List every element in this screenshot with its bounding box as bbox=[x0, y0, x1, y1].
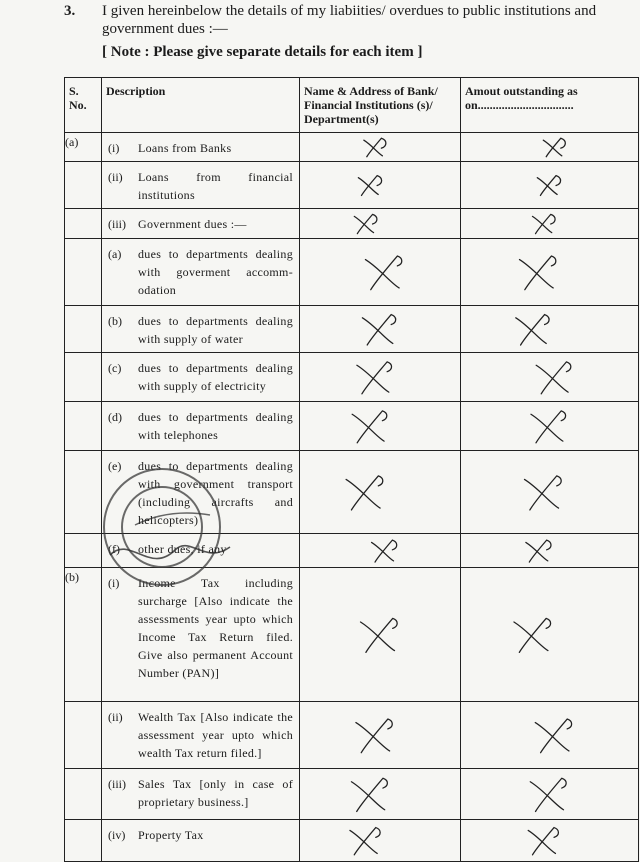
pen-stroke bbox=[519, 256, 555, 290]
amount-cell[interactable] bbox=[461, 353, 639, 402]
item-marker: (d) bbox=[108, 410, 122, 424]
pen-stroke bbox=[358, 176, 381, 196]
name-address-cell[interactable] bbox=[300, 353, 461, 402]
item-text: other dues, if any bbox=[138, 542, 227, 556]
pen-cross-mark bbox=[300, 133, 460, 161]
pen-stroke bbox=[525, 476, 562, 510]
pen-cross-mark bbox=[300, 353, 460, 401]
amount-cell[interactable] bbox=[461, 451, 639, 534]
pen-stroke bbox=[535, 719, 571, 753]
pen-cross-mark bbox=[300, 451, 460, 533]
pen-stroke bbox=[537, 176, 560, 196]
item-text: Income Tax including surcharge [Also indicate the assessments year upto which Income Tax Return filed. Give also permanent Account Number (PAN)] bbox=[138, 576, 293, 680]
pen-cross-mark bbox=[461, 769, 638, 819]
pen-stroke bbox=[536, 362, 571, 394]
pen-cross-mark bbox=[300, 702, 460, 768]
name-address-cell[interactable] bbox=[300, 209, 461, 239]
item-text: Loans from Banks bbox=[138, 141, 232, 155]
item-marker: (b) bbox=[108, 314, 122, 328]
row-description bbox=[102, 209, 300, 239]
row-description bbox=[102, 451, 300, 534]
section-note bbox=[102, 44, 422, 61]
header-row bbox=[65, 78, 639, 133]
item-text: Government dues :— bbox=[138, 217, 247, 231]
row-description bbox=[102, 306, 300, 353]
row-description bbox=[102, 162, 300, 209]
header-description: Description bbox=[102, 78, 300, 133]
name-address-cell[interactable] bbox=[300, 306, 461, 353]
row-sno bbox=[65, 769, 102, 820]
item-text: Loans from financial institutions bbox=[138, 170, 293, 202]
pen-cross-mark bbox=[461, 162, 638, 208]
row-description bbox=[102, 769, 300, 820]
pen-stroke bbox=[528, 828, 558, 855]
pen-cross-mark bbox=[461, 702, 638, 768]
name-address-cell[interactable] bbox=[300, 568, 461, 702]
pen-cross-mark bbox=[300, 534, 460, 567]
pen-stroke bbox=[346, 476, 383, 510]
pen-stroke bbox=[352, 411, 387, 443]
table-row bbox=[65, 306, 639, 353]
liabilities-table bbox=[64, 77, 639, 862]
section-number: 3. bbox=[64, 3, 76, 19]
item-text: Wealth Tax [Also indicate the assessment year upto which wealth Tax return filed.] bbox=[138, 710, 293, 760]
pen-cross-mark bbox=[300, 306, 460, 352]
amount-cell[interactable] bbox=[461, 209, 639, 239]
name-address-cell[interactable] bbox=[300, 702, 461, 769]
pen-stroke bbox=[362, 315, 395, 345]
item-text: dues to departments dealing with goverment accomm-odation bbox=[138, 247, 293, 297]
header-sno: S. No. bbox=[65, 78, 102, 133]
row-sno: (a) bbox=[65, 133, 102, 162]
item-marker: (a) bbox=[108, 247, 122, 261]
item-marker: (c) bbox=[108, 361, 122, 375]
pen-stroke bbox=[532, 214, 555, 233]
pen-stroke bbox=[351, 778, 387, 811]
pen-stroke bbox=[357, 362, 392, 394]
pen-stroke bbox=[354, 214, 377, 233]
pen-cross-mark bbox=[461, 534, 638, 567]
row-sno bbox=[65, 820, 102, 862]
row-sno bbox=[65, 451, 102, 534]
table-row bbox=[65, 402, 639, 451]
pen-cross-mark bbox=[461, 568, 638, 701]
pen-cross-mark bbox=[461, 133, 638, 161]
item-marker: (ii) bbox=[108, 710, 123, 724]
name-address-cell[interactable] bbox=[300, 820, 461, 862]
item-marker: (f) bbox=[108, 542, 120, 556]
item-text: Property Tax bbox=[138, 828, 204, 842]
name-address-cell[interactable] bbox=[300, 534, 461, 568]
row-description bbox=[102, 820, 300, 862]
row-sno bbox=[65, 306, 102, 353]
pen-cross-mark bbox=[461, 239, 638, 305]
item-text: dues to departments dealing with government transport (including aircrafts and helicopters) bbox=[138, 459, 293, 527]
item-marker: (e) bbox=[108, 459, 122, 473]
table-row bbox=[65, 568, 639, 702]
name-address-cell[interactable] bbox=[300, 402, 461, 451]
row-description bbox=[102, 402, 300, 451]
pen-stroke bbox=[350, 828, 380, 855]
pen-cross-mark bbox=[461, 402, 638, 450]
pen-stroke bbox=[372, 540, 397, 562]
pen-cross-mark bbox=[300, 239, 460, 305]
pen-stroke bbox=[531, 411, 566, 443]
item-marker: (iv) bbox=[108, 828, 126, 842]
row-sno bbox=[65, 162, 102, 209]
pen-stroke bbox=[361, 618, 398, 652]
pen-cross-mark bbox=[300, 568, 460, 701]
row-description bbox=[102, 239, 300, 306]
table-row bbox=[65, 239, 639, 306]
amount-cell[interactable] bbox=[461, 820, 639, 862]
item-text: dues to departments dealing with telephones bbox=[138, 410, 293, 442]
pen-cross-mark bbox=[461, 451, 638, 533]
pen-stroke bbox=[543, 138, 565, 157]
amount-cell[interactable] bbox=[461, 133, 639, 162]
pen-stroke bbox=[514, 618, 551, 652]
table-row bbox=[65, 702, 639, 769]
row-sno bbox=[65, 209, 102, 239]
row-description bbox=[102, 568, 300, 702]
pen-cross-mark bbox=[300, 162, 460, 208]
item-marker: (iii) bbox=[108, 777, 126, 791]
name-address-cell[interactable] bbox=[300, 769, 461, 820]
table-row bbox=[65, 769, 639, 820]
row-sno bbox=[65, 702, 102, 769]
pen-stroke bbox=[356, 719, 392, 753]
item-text: Sales Tax [only in case of proprietary business.] bbox=[138, 777, 293, 809]
row-sno bbox=[65, 402, 102, 451]
row-sno: (b) bbox=[65, 568, 102, 702]
pen-cross-mark bbox=[300, 209, 460, 238]
pen-cross-mark bbox=[300, 820, 460, 861]
amount-cell[interactable] bbox=[461, 534, 639, 568]
row-description bbox=[102, 702, 300, 769]
item-marker: (i) bbox=[108, 576, 120, 590]
pen-stroke bbox=[364, 138, 386, 157]
pen-stroke bbox=[516, 315, 549, 345]
pen-stroke bbox=[530, 778, 566, 811]
header-name-address: Name & Address of Bank/ Financial Institutions (s)/ Department(s) bbox=[300, 78, 461, 133]
table-row bbox=[65, 133, 639, 162]
table-row bbox=[65, 534, 639, 568]
row-description bbox=[102, 534, 300, 568]
name-address-cell[interactable] bbox=[300, 133, 461, 162]
table-row bbox=[65, 451, 639, 534]
row-sno bbox=[65, 239, 102, 306]
amount-cell[interactable] bbox=[461, 769, 639, 820]
pen-stroke bbox=[526, 540, 551, 562]
amount-cell[interactable] bbox=[461, 402, 639, 451]
table-row bbox=[65, 162, 639, 209]
pen-cross-mark bbox=[461, 353, 638, 401]
amount-cell[interactable] bbox=[461, 306, 639, 353]
item-text: dues to departments dealing with supply of electricity bbox=[138, 361, 293, 393]
table-row bbox=[65, 820, 639, 862]
row-description bbox=[102, 133, 300, 162]
row-sno bbox=[65, 534, 102, 568]
pen-cross-mark bbox=[300, 402, 460, 450]
name-address-cell[interactable] bbox=[300, 162, 461, 209]
name-address-cell[interactable] bbox=[300, 239, 461, 306]
amount-cell[interactable] bbox=[461, 239, 639, 306]
row-description bbox=[102, 353, 300, 402]
name-address-cell[interactable] bbox=[300, 451, 461, 534]
section-heading-text: I given hereinbelow the details of my liabiities/ overdues to public institutions and government dues :— bbox=[102, 3, 597, 37]
table-row bbox=[65, 209, 639, 239]
note-text: [ Note : Please give separate details for each item ] bbox=[102, 44, 423, 60]
item-marker: (ii) bbox=[108, 170, 123, 184]
header-amount: Amout outstanding as on................................ bbox=[461, 78, 639, 133]
pen-cross-mark bbox=[461, 209, 638, 238]
pen-cross-mark bbox=[461, 820, 638, 861]
item-marker: (i) bbox=[108, 141, 120, 155]
item-marker: (iii) bbox=[108, 217, 126, 231]
row-sno bbox=[65, 353, 102, 402]
pen-cross-mark bbox=[300, 769, 460, 819]
amount-cell[interactable] bbox=[461, 702, 639, 769]
pen-stroke bbox=[365, 256, 401, 290]
item-text: dues to departments dealing with supply of water bbox=[138, 314, 293, 346]
amount-cell[interactable] bbox=[461, 162, 639, 209]
table-row bbox=[65, 353, 639, 402]
amount-cell[interactable] bbox=[461, 568, 639, 702]
pen-cross-mark bbox=[461, 306, 638, 352]
